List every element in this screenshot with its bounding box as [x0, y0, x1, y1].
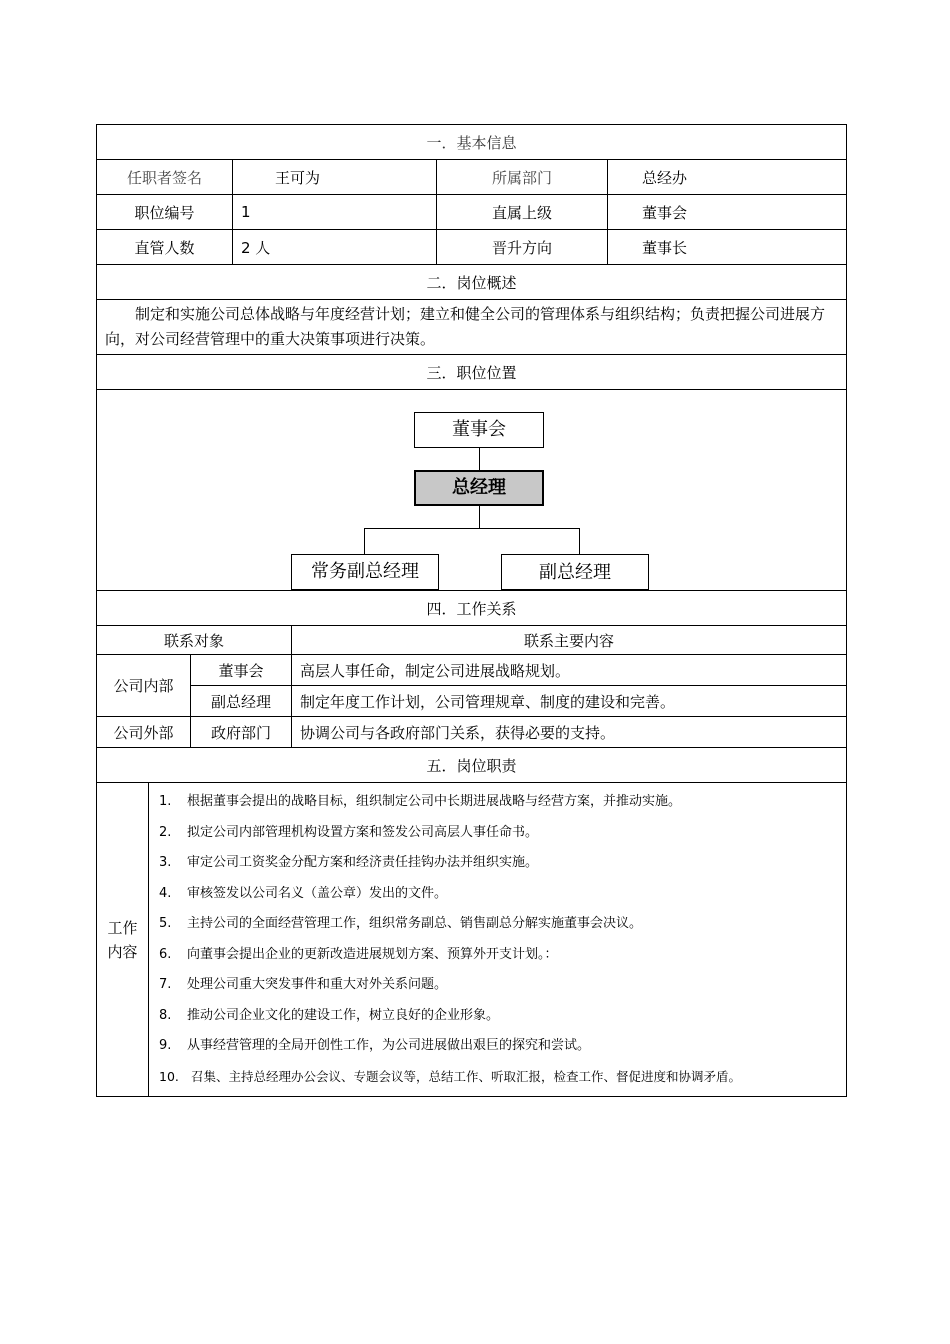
section-position-title: 三．职位位置: [97, 355, 847, 390]
duty-number: 6.: [159, 946, 172, 962]
department-value: 总经办: [608, 160, 847, 195]
list-item: [159, 940, 846, 971]
org-node-deputy: 副总经理: [501, 554, 649, 590]
duties-label-line1: 工作: [107, 918, 138, 937]
org-connector: [364, 528, 365, 554]
direct-reports-value: 2 人: [233, 230, 437, 265]
duty-text: 从事经营管理的全局开创性工作，为公司进展做出艰巨的探究和尝试。: [187, 1038, 591, 1053]
position-code-label: 职位编号: [97, 195, 233, 230]
duties-list: [149, 783, 847, 1097]
signer-label: 任职者签名: [97, 160, 233, 195]
duty-text: 向董事会提出企业的更新改造进展规划方案、预算外开支计划。：: [187, 946, 558, 962]
section-duties-title: 五．岗位职责: [97, 748, 847, 783]
org-node-general-manager: 总经理: [414, 470, 544, 506]
list-item: [159, 909, 846, 940]
list-item: [159, 970, 846, 1001]
duty-number: 1.: [159, 794, 172, 809]
duty-number: 5.: [159, 916, 172, 931]
job-description-sheet: [96, 124, 846, 1097]
signer-value: 王可为: [233, 160, 437, 195]
duty-text: 召集、主持总经理办公会议、专题会议等，总结工作、听取汇报，检查工作、督促进度和协调矛盾。: [191, 1068, 742, 1084]
list-item: [159, 848, 846, 879]
duty-number: 10.: [159, 1068, 179, 1084]
list-item: [159, 1031, 846, 1062]
duty-text: 拟定公司内部管理机构设置方案和签发公司高层人事任命书。: [187, 824, 539, 840]
department-label: 所属部门: [437, 160, 608, 195]
org-chart-cell: [97, 390, 847, 591]
org-node-executive-deputy: 常务副总经理: [291, 554, 439, 590]
duty-number: 9.: [159, 1038, 172, 1053]
section-relations-title: 四．工作关系: [97, 591, 847, 626]
promotion-label: 晋升方向: [437, 230, 608, 265]
relation-content: 制定年度工作计划，公司管理规章、制度的建设和完善。: [292, 686, 847, 717]
org-node-board: 董事会: [414, 412, 544, 448]
duty-text: 主持公司的全面经营管理工作，组织常务副总、销售副总分解实施董事会决议。: [187, 916, 643, 931]
job-description-table: [96, 124, 847, 1097]
internal-label: 公司内部: [97, 655, 191, 717]
relation-content: 协调公司与各政府部门关系，获得必要的支持。: [292, 717, 847, 748]
direct-superior-value: 董事会: [608, 195, 847, 230]
duty-text: 处理公司重大突发事件和重大对外关系问题。: [187, 977, 448, 992]
duty-number: 7.: [159, 977, 172, 992]
position-summary: 制定和实施公司总体战略与年度经营计划；建立和健全公司的管理体系与组织结构；负责把握公司进展方向，对公司经营管理中的重大决策事项进行决策。: [97, 300, 847, 355]
direct-superior-label: 直属上级: [437, 195, 608, 230]
list-item: [159, 1062, 846, 1093]
list-item: [159, 787, 846, 818]
duty-text: 根据董事会提出的战略目标，组织制定公司中长期进展战略与经营方案，并推动实施。: [187, 794, 682, 809]
duties-label-line2: 内容: [107, 942, 138, 961]
position-code-value: 1: [233, 195, 437, 230]
duty-text: 审核签发以公司名义（盖公章）发出的文件。: [187, 885, 448, 901]
duty-number: 2.: [159, 824, 172, 840]
list-item: [159, 818, 846, 849]
external-label: 公司外部: [97, 717, 191, 748]
duty-number: 3.: [159, 855, 172, 870]
relation-object: 副总经理: [191, 686, 292, 717]
duties-label: [97, 783, 149, 1097]
org-chart: [97, 390, 847, 590]
relation-content: 高层人事任命，制定公司进展战略规划。: [292, 655, 847, 686]
relations-head-object: 联系对象: [97, 626, 292, 655]
org-connector: [579, 528, 580, 554]
org-connector: [364, 528, 580, 529]
duty-number: 4.: [159, 885, 172, 901]
relation-object: 政府部门: [191, 717, 292, 748]
promotion-value: 董事长: [608, 230, 847, 265]
direct-reports-label: 直管人数: [97, 230, 233, 265]
list-item: [159, 879, 846, 910]
duty-text: 审定公司工资奖金分配方案和经济责任挂钩办法并组织实施。: [187, 855, 539, 870]
org-connector: [479, 448, 480, 470]
relations-head-content: 联系主要内容: [292, 626, 847, 655]
section-basic-info-title: 一．基本信息: [97, 125, 847, 160]
duty-number: 8.: [159, 1007, 172, 1023]
relation-object: 董事会: [191, 655, 292, 686]
org-connector: [479, 506, 480, 528]
duty-text: 推动公司企业文化的建设工作，树立良好的企业形象。: [187, 1007, 500, 1023]
section-overview-title: 二．岗位概述: [97, 265, 847, 300]
list-item: [159, 1001, 846, 1032]
